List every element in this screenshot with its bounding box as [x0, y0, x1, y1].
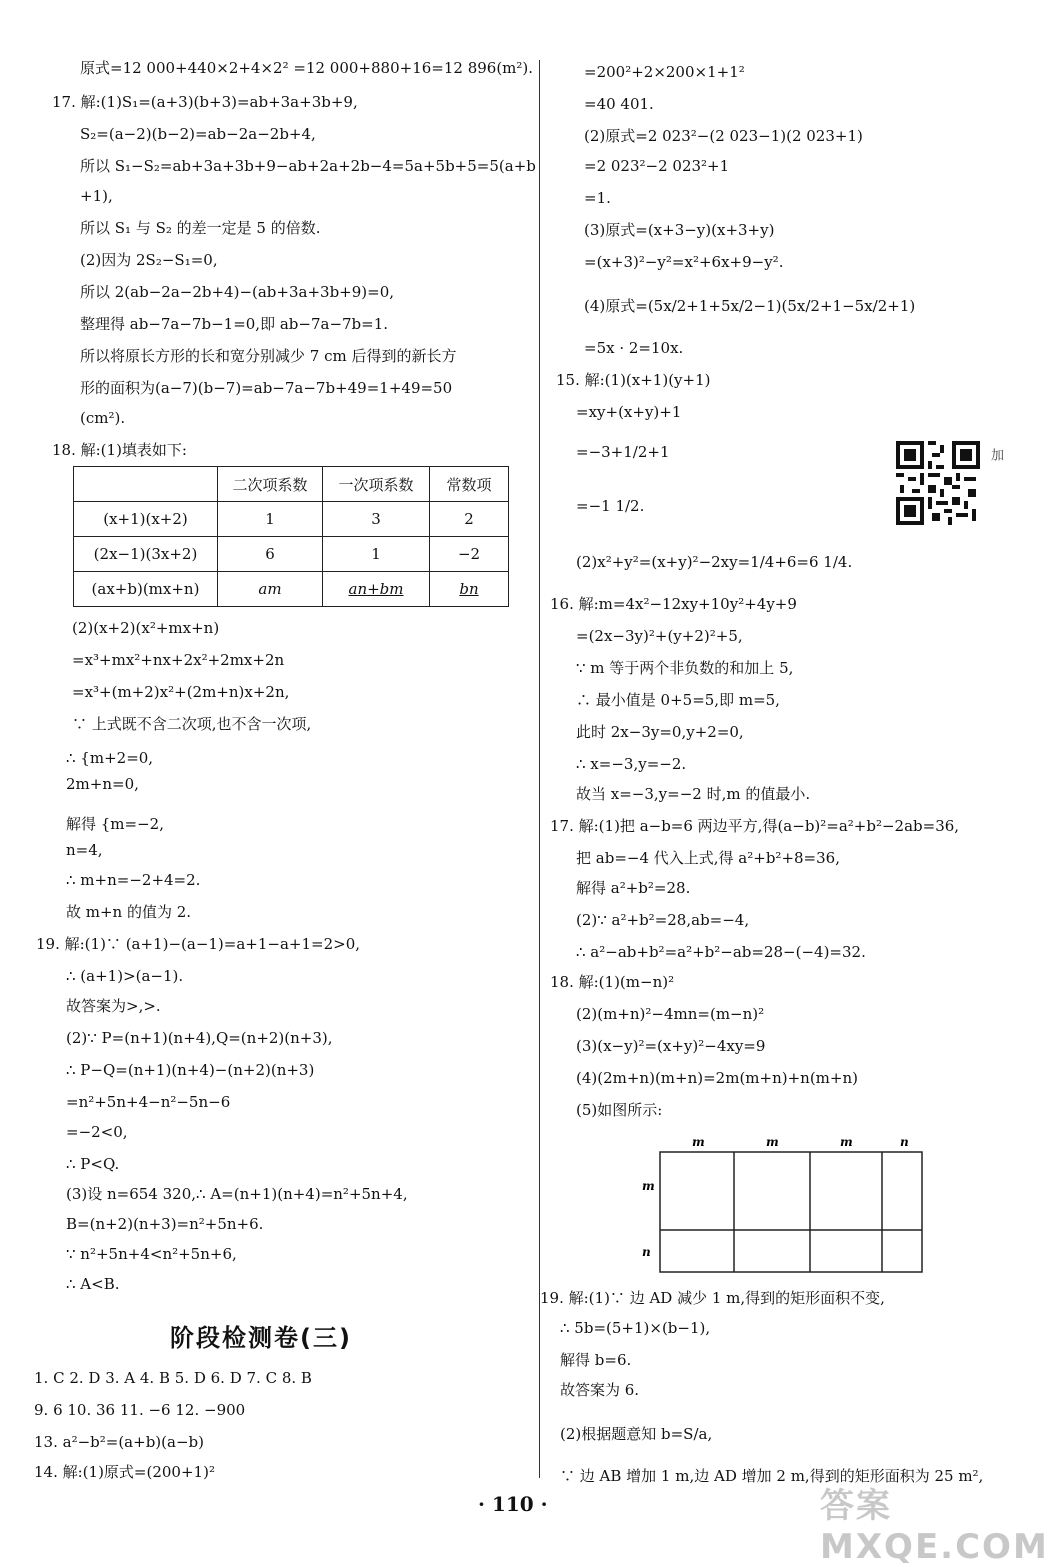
text-line: 故答案为>,>. — [66, 997, 161, 1015]
text-line: 17. 解:(1)S₁=(a+3)(b+3)=ab+3a+3b+9, — [52, 93, 358, 111]
table-cell: 6 — [218, 537, 323, 572]
text-line: ∴ m+n=−2+4=2. — [66, 871, 201, 889]
table-cell: am — [218, 572, 323, 607]
text-line: (3)原式=(x+3−y)(x+3+y) — [584, 221, 775, 239]
text-line: (3)(x−y)²=(x+y)²−4xy=9 — [576, 1037, 766, 1055]
text-line: ∴ 最小值是 0+5=5,即 m=5, — [576, 691, 780, 709]
table-header-cell: 常数项 — [430, 467, 509, 502]
text-line: 故答案为 6. — [560, 1381, 640, 1399]
text-line: 9. 6 10. 36 11. −6 12. −900 — [34, 1401, 246, 1419]
figure-label-side: m — [642, 1179, 655, 1193]
text-line: (2)原式=2 023²−(2 023−1)(2 023+1) — [584, 127, 863, 145]
text-line: 18. 解:(1)(m−n)² — [550, 973, 675, 991]
table-cell: −2 — [430, 537, 509, 572]
text-line: ∵ m 等于两个非负数的和加上 5, — [576, 659, 794, 677]
watermark: 答案 MXQE.COM — [820, 1486, 1049, 1567]
table-cell: 1 — [218, 502, 323, 537]
text-line: (5)如图所示: — [576, 1101, 663, 1119]
text-line: ∴ A<B. — [66, 1275, 120, 1293]
text-line: n=4, — [66, 841, 103, 859]
text-line: ∴ P−Q=(n+1)(n+4)−(n+2)(n+3) — [66, 1061, 315, 1079]
text-line: =40 401. — [584, 95, 654, 113]
figure-label-top: m — [692, 1135, 705, 1149]
table-header-cell: 一次项系数 — [323, 467, 430, 502]
text-line: 所以将原长方形的长和宽分别减少 7 cm 后得到的新长方 — [80, 347, 457, 365]
text-line: (4)原式=(5x/2+1+5x/2−1)(5x/2+1−5x/2+1) — [584, 297, 916, 315]
figure-label-top: m — [766, 1135, 779, 1149]
text-line: ∴ {m+2=0, — [66, 749, 154, 767]
text-line: 所以 S₁−S₂=ab+3a+3b+9−ab+2a+2b−4=5a+5b+5=5(a+b — [80, 157, 536, 175]
text-line: 14. 解:(1)原式=(200+1)² — [34, 1463, 215, 1481]
text-line: 13. a²−b²=(a+b)(a−b) — [34, 1433, 204, 1451]
table-cell: 3 — [323, 502, 430, 537]
text-line: (2)(x+2)(x²+mx+n) — [72, 619, 220, 637]
text-line: =1. — [584, 189, 611, 207]
text-line: 18. 解:(1)填表如下: — [52, 441, 187, 459]
text-line: =(x+3)²−y²=x²+6x+9−y². — [584, 253, 784, 271]
table-header-cell: 二次项系数 — [218, 467, 323, 502]
text-line: 所以 S₁ 与 S₂ 的差一定是 5 的倍数. — [80, 219, 321, 237]
text-line: 故 m+n 的值为 2. — [66, 903, 192, 921]
text-line: ∵ n²+5n+4<n²+5n+6, — [66, 1245, 237, 1263]
text-line: ∴ x=−3,y=−2. — [576, 755, 687, 773]
figure-label-side: n — [642, 1245, 651, 1259]
table-cell: 1 — [323, 537, 430, 572]
text-line: =−2<0, — [66, 1123, 128, 1141]
table-row — [74, 572, 509, 607]
area-model-figure — [630, 1136, 930, 1276]
text-line: ∴ P<Q. — [66, 1155, 120, 1173]
text-line: ∴ 5b=(5+1)×(b−1), — [560, 1319, 711, 1337]
text-line: 19. 解:(1)∵ (a+1)−(a−1)=a+1−a+1=2>0, — [36, 935, 361, 953]
text-line: +1), — [80, 187, 113, 205]
text-line: =(2x−3y)²+(y+2)²+5, — [576, 627, 743, 645]
text-line: 形的面积为(a−7)(b−7)=ab−7a−7b+49=1+49=50 — [80, 379, 453, 397]
table-cell: 2 — [430, 502, 509, 537]
table-cell: bn — [430, 572, 509, 607]
text-line: ∴ (a+1)>(a−1). — [66, 967, 184, 985]
text-line: 所以 2(ab−2a−2b+4)−(ab+3a+3b+9)=0, — [80, 283, 395, 301]
text-line: ∵ 上式既不含二次项,也不含一次项, — [72, 715, 312, 733]
table-cell: an+bm — [323, 572, 430, 607]
figure-label-top: m — [840, 1135, 853, 1149]
text-line: 16. 解:m=4x²−12xy+10y²+4y+9 — [550, 595, 797, 613]
text-line: 原式=12 000+440×2+4×2² =12 000+880+16=12 896(m²). — [80, 59, 534, 77]
section-title: 阶段检测卷(三) — [170, 1324, 352, 1352]
side-text: 加 — [988, 448, 1003, 461]
table-header-cell — [74, 467, 218, 502]
text-line: 此时 2x−3y=0,y+2=0, — [576, 723, 744, 741]
text-line: (2)(m+n)²−4mn=(m−n)² — [576, 1005, 765, 1023]
text-line: S₂=(a−2)(b−2)=ab−2a−2b+4, — [80, 125, 316, 143]
text-line: =2 023²−2 023²+1 — [584, 157, 730, 175]
text-line: 1. C 2. D 3. A 4. B 5. D 6. D 7. C 8. B — [34, 1369, 312, 1387]
qr-code-image — [896, 440, 980, 526]
table-cell: (2x−1)(3x+2) — [74, 537, 218, 572]
text-line: =x³+mx²+nx+2x²+2mx+2n — [72, 651, 285, 669]
column-divider — [539, 60, 540, 1478]
text-line: =xy+(x+y)+1 — [576, 403, 682, 421]
table-cell: (ax+b)(mx+n) — [74, 572, 218, 607]
text-line: B=(n+2)(n+3)=n²+5n+6. — [66, 1215, 264, 1233]
text-line: (3)设 n=654 320,∴ A=(n+1)(n+4)=n²+5n+4, — [66, 1185, 408, 1203]
coefficient-table — [73, 466, 509, 607]
text-line: =x³+(m+2)x²+(2m+n)x+2n, — [72, 683, 290, 701]
text-line: 整理得 ab−7a−7b−1=0,即 ab−7a−7b=1. — [80, 315, 389, 333]
text-line: ∴ a²−ab+b²=a²+b²−ab=28−(−4)=32. — [576, 943, 866, 961]
text-line: 解得 b=6. — [560, 1351, 632, 1369]
text-line: ∵ 边 AB 增加 1 m,边 AD 增加 2 m,得到的矩形面积为 25 m², — [560, 1467, 984, 1485]
table-row — [74, 537, 509, 572]
text-line: =5x · 2=10x. — [584, 339, 684, 357]
text-line: (2)∵ P=(n+1)(n+4),Q=(n+2)(n+3), — [66, 1029, 333, 1047]
text-line: =−3+1/2+1 — [576, 443, 670, 461]
text-line: 把 ab=−4 代入上式,得 a²+b²+8=36, — [576, 849, 840, 867]
text-line: (cm²). — [80, 409, 126, 427]
table-header-row — [74, 467, 509, 502]
text-line: (2)根据题意知 b=S/a, — [560, 1425, 713, 1443]
table-row — [74, 502, 509, 537]
text-line: (2)x²+y²=(x+y)²−2xy=1/4+6=6 1/4. — [576, 553, 853, 571]
text-line: 故当 x=−3,y=−2 时,m 的值最小. — [576, 785, 811, 803]
text-line: (2)∵ a²+b²=28,ab=−4, — [576, 911, 750, 929]
figure-label-top: n — [900, 1135, 909, 1149]
text-line: 2m+n=0, — [66, 775, 139, 793]
text-line: =n²+5n+4−n²−5n−6 — [66, 1093, 231, 1111]
text-line: (4)(2m+n)(m+n)=2m(m+n)+n(m+n) — [576, 1069, 858, 1087]
text-line: =200²+2×200×1+1² — [584, 63, 745, 81]
text-line: 解得 {m=−2, — [66, 815, 164, 833]
page-number: · 110 · — [478, 1492, 548, 1516]
text-line: 19. 解:(1)∵ 边 AD 减少 1 m,得到的矩形面积不变, — [540, 1289, 885, 1307]
text-line: (2)因为 2S₂−S₁=0, — [80, 251, 218, 269]
text-line: 15. 解:(1)(x+1)(y+1) — [556, 371, 711, 389]
text-line: 解得 a²+b²=28. — [576, 879, 691, 897]
text-line: 17. 解:(1)把 a−b=6 两边平方,得(a−b)²=a²+b²−2ab=36, — [550, 817, 960, 835]
text-line: =−1 1/2. — [576, 497, 645, 515]
table-cell: (x+1)(x+2) — [74, 502, 218, 537]
